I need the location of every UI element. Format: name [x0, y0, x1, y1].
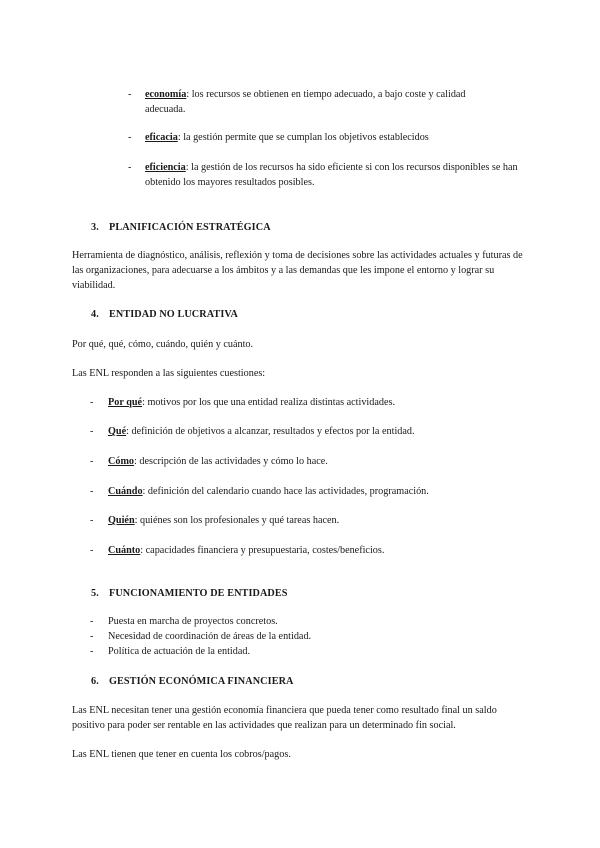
section-heading-3 — [91, 220, 271, 235]
section-number: 4. — [91, 309, 99, 320]
section-heading-4 — [91, 307, 238, 322]
bullet-dash: - — [90, 486, 94, 497]
bullet-dash: - — [90, 426, 94, 437]
list-item-term: Por qué — [108, 397, 143, 408]
list-item-text: : quiénes son los profesionales y qué tareas hacen. — [134, 515, 340, 526]
section-4-intro: Por qué, qué, cómo, cuándo, quién y cuánto. — [72, 339, 254, 350]
list-item — [108, 424, 528, 439]
list-item-text: : la gestión de los recursos ha sido eficiente si con los recursos disponibles se han obtenido los mayores resultados posibles. — [145, 162, 518, 188]
list-item-text: : los recursos se obtienen en tiempo adecuado, a bajo coste y calidad adecuada. — [145, 89, 466, 115]
list-item-text: : capacidades financiera y presupuestaria, costes/beneficios. — [140, 545, 385, 556]
list-item-text: : definición de objetivos a alcanzar, resultados y efectos por la entidad. — [126, 426, 415, 437]
list-item — [145, 87, 505, 117]
list-item-term: Cuándo — [108, 486, 143, 497]
section-4-lead: Las ENL responden a las siguientes cuestiones: — [72, 368, 266, 379]
bullet-dash: - — [128, 89, 132, 100]
section-heading-6 — [91, 674, 294, 689]
list-item: Política de actuación de la entidad. — [108, 646, 251, 657]
bullet-dash: - — [90, 646, 94, 657]
bullet-dash: - — [90, 515, 94, 526]
section-6-paragraph: Las ENL necesitan tener una gestión economía financiera que pueda tener como resultado final un saldo positivo para poder ser rentable en las actividades que realizan para un determinado fin social. — [72, 705, 497, 731]
section-number: 6. — [91, 676, 99, 687]
section-title: ENTIDAD NO LUCRATIVA — [109, 309, 238, 320]
bullet-dash: - — [90, 456, 94, 467]
list-item-text: : definición del calendario cuando hace las actividades, programación. — [142, 486, 429, 497]
section-6-paragraph-2: Las ENL tienen que tener en cuenta los cobros/pagos. — [72, 749, 291, 760]
list-item-term: eficiencia — [145, 162, 186, 173]
section-title: GESTIÓN ECONÓMICA FINANCIERA — [109, 676, 294, 687]
list-item — [108, 395, 528, 410]
bullet-dash: - — [128, 132, 132, 143]
bullet-dash: - — [128, 162, 132, 173]
list-item — [145, 160, 525, 190]
list-item — [108, 513, 528, 528]
bullet-dash: - — [90, 545, 94, 556]
list-item — [108, 543, 528, 558]
section-title: FUNCIONAMIENTO DE ENTIDADES — [109, 588, 288, 599]
list-item-text: : descripción de las actividades y cómo lo hace. — [134, 456, 328, 467]
list-item-text: : la gestión permite que se cumplan los objetivos establecidos — [177, 132, 429, 143]
bullet-dash: - — [90, 616, 94, 627]
section-number: 3. — [91, 222, 99, 233]
section-number: 5. — [91, 588, 99, 599]
list-item-text: : motivos por los que una entidad realiza distintas actividades. — [142, 397, 395, 408]
list-item — [108, 454, 528, 469]
section-title: PLANIFICACIÓN ESTRATÉGICA — [109, 222, 271, 233]
list-item-term: Cómo — [108, 456, 135, 467]
bullet-dash: - — [90, 397, 94, 408]
list-item: Puesta en marcha de proyectos concretos. — [108, 616, 278, 627]
list-item — [145, 130, 525, 145]
list-item-term: eficacia — [145, 132, 178, 143]
section-3-paragraph: Herramienta de diagnóstico, análisis, reflexión y toma de decisiones sobre las actividades actuales y futuras de las organizaciones, para adecuarse a los ámbitos y a las demandas que les impone el entorno y lograr su viabilidad. — [72, 250, 523, 291]
list-item-term: economía — [145, 89, 187, 100]
list-item-term: Qué — [108, 426, 127, 437]
list-item: Necesidad de coordinación de áreas de la entidad. — [108, 631, 312, 642]
list-item-term: Quién — [108, 515, 135, 526]
list-item-term: Cuánto — [108, 545, 141, 556]
list-item — [108, 484, 528, 499]
bullet-dash: - — [90, 631, 94, 642]
section-heading-5 — [91, 586, 288, 601]
